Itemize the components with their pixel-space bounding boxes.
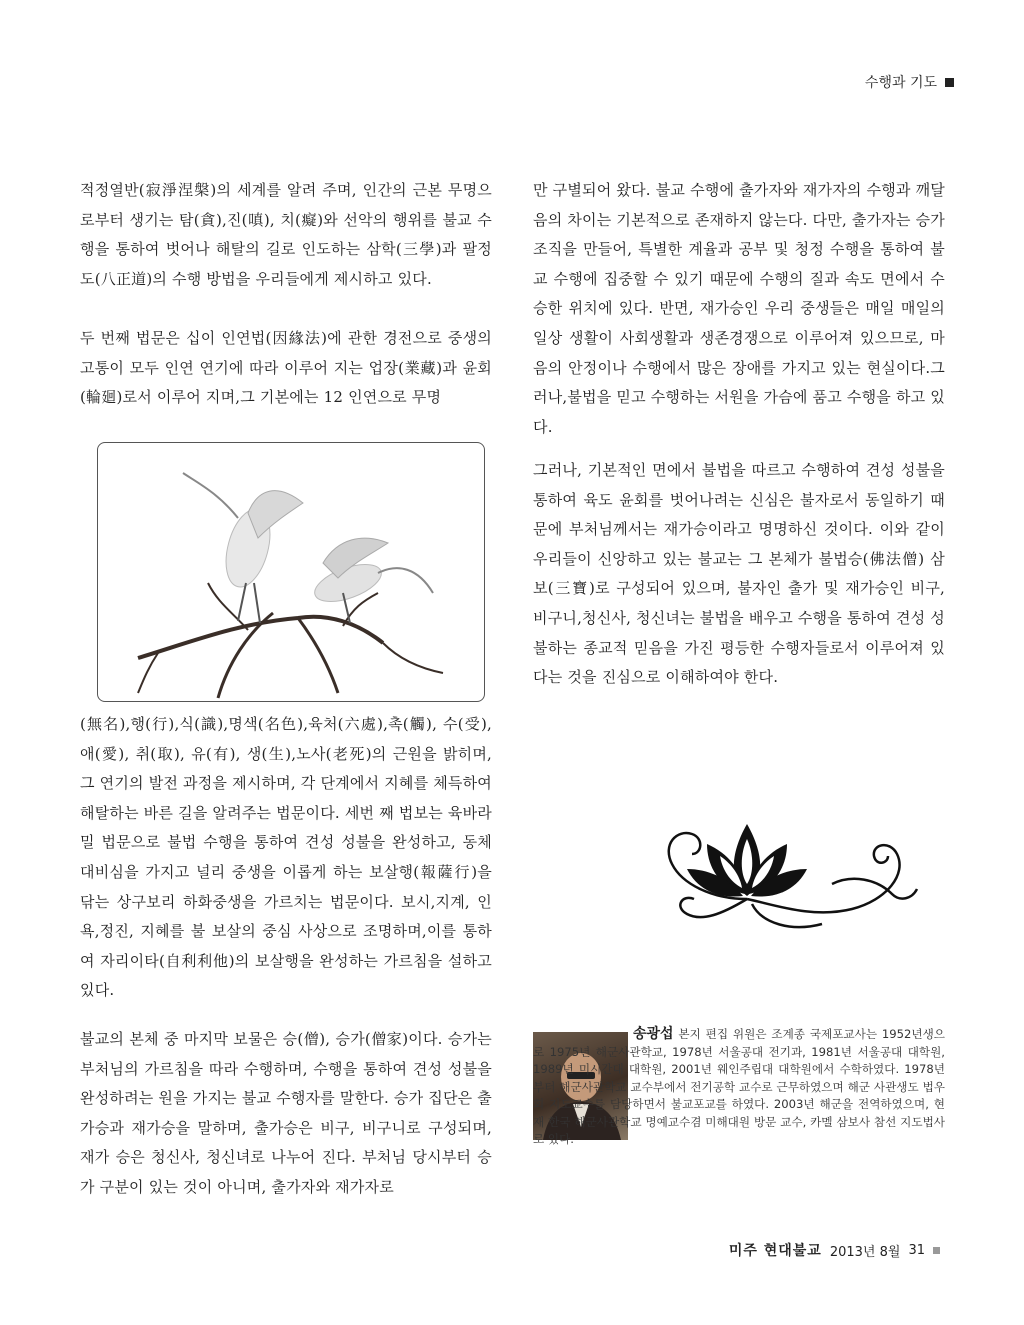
- article-column-left-middle: [80, 710, 492, 1006]
- egrets-drawing: [98, 443, 484, 701]
- page-footer: [729, 1240, 940, 1260]
- square-bullet-icon: [933, 1247, 940, 1254]
- article-column-right-top: [533, 176, 945, 442]
- square-bullet-icon: [945, 78, 954, 87]
- page-number: 31: [908, 1242, 925, 1258]
- article-column-right-middle: [533, 456, 945, 693]
- article-paragraph: 불교의 본체 중 마지막 보물은 승(僧), 승가(僧家)이다. 승가는 부처님의 가르침을 따라 수행하며, 수행을 통하여 견성 성불을 완성하려는 원을 가지는 불교 수행자를 말한다. 승가 집단은 출가승과 재가승을 말하며, 출가승은 비구, 비구니로 구성되며, 재가 승은 청신사, 청신녀로 나누어 진다. 부처님 당시부터 승가 구분이 있는 것이 아니며, 출가자와 재가자로: [80, 1030, 492, 1196]
- article-paragraph: 그러나, 기본적인 면에서 불법을 따르고 수행하여 견성 성불을 통하여 육도 윤회를 벗어나려는 신심은 불자로서 동일하기 때문에 부처님께서는 재가승이라고 명명하신 것이다. 이와 같이 우리들이 신앙하고 있는 불교는 그 본체가 불법승(佛法僧) 삼보(三寶)로 구성되어 있으며, 불자인 출가 및 재가승인 비구, 비구니,청신사, 청신녀는 불법을 배우고 수행을 통하여 견성 성불하는 종교적 믿음을 가진 평등한 수행자들로서 이루어져 있다는 것을 진심으로 이해하여야 한다.: [533, 461, 945, 687]
- article-paragraph: (無名),행(行),식(識),명색(名色),육처(六處),촉(觸), 수(受), 애(愛), 취(取), 유(有), 생(生),노사(老死)의 근원을 밝히며, 그 연기의 발전 과정을 제시하며, 각 단계에서 지혜를 체득하여 해탈하는 바른 길을 알려주는 법문이다. 세번 째 법보는 육바라밀 법문으로 불법 수행을 통하여 견성 성불을 완성하고, 동체 대비심을 가지고 널리 중생을 이롭게 하는 보살행(報薩行)을 닦는 상구보리 하화중생을 가르치는 법문이다. 보시,지계, 인욕,정진, 지혜를 불 보살의 중심 사상으로 조명하며,이를 통하여 자리이타(自利利他)의 보살행을 완성하는 가르침을 설하고 있다.: [80, 715, 492, 1000]
- article-column-left-bottom: [80, 1025, 492, 1203]
- lotus-ornament-icon: [652, 804, 922, 934]
- article-paragraph: 두 번째 법문은 십이 인연법(因緣法)에 관한 경전으로 중생의 고통이 모두 인연 연기에 따라 이루어 지는 업장(業藏)과 윤회(輪廻)로서 이루어 지며,그 기본에는 12 인연으로 무명: [80, 328, 492, 407]
- section-title: 수행과 기도: [864, 75, 937, 91]
- magazine-title: 미주 현대불교: [728, 1243, 822, 1259]
- issue-date: 2013년 8월: [829, 1244, 901, 1260]
- article-paragraph: 적정열반(寂淨涅槃)의 세계를 알려 주며, 인간의 근본 무명으로부터 생기는 탐(貪),진(嗔), 치(癡)와 선악의 행위를 불교 수행을 통하여 벗어나 해탈의 길로 인도하는 삼학(三學)과 팔정도(八正道)의 수행 방법을 우리들에게 제시하고 있다.: [80, 181, 492, 288]
- author-bio-text: 본지 편집 위원은 조계종 국제포교사는 1952년생으로 1975년 해군사관학교, 1978년 서울공대 전기과, 1981년 서울공대 대학원, 1989년 미시간대 대학원, 2001년 웨인주립대 대학원에서 수학하였다. 1978년부터 해군사관학교 교수부에서 전기공학 교수로 근무하였으며 해군 사관생도 법우회 지도교수를 담당하면서 불교포교를 하였다. 2003년 해군을 전역하였으며, 현재 한국 해군사관학교 명예교수겸 미해대원 방문 교수, 카멜 삼보사 참선 지도법사로 있다.: [533, 1027, 945, 1146]
- article-column-left-top: [80, 176, 492, 413]
- article-paragraph: 만 구별되어 왔다. 불교 수행에 출가자와 재가자의 수행과 깨달음의 차이는 기본적으로 존재하지 않는다. 다만, 출가자는 승가 조직을 만들어, 특별한 계율과 공부 및 청정 수행을 통하여 불교 수행에 집중할 수 있기 때문에 수행의 질과 속도 면에서 수승한 위치에 있다. 반면, 재가승인 우리 중생들은 매일 매일의 일상 생활이 사회생활과 생존경쟁으로 이루어져 있으므로, 마음의 안정이나 수행에서 많은 장애를 가지고 있는 현실이다.그러나,불법을 믿고 수행하는 서원을 가슴에 품고 수행을 하고 있다.: [533, 181, 945, 436]
- page-header: [865, 72, 954, 92]
- egrets-illustration: [97, 442, 485, 702]
- author-bio: [533, 1026, 945, 1149]
- author-name: 송광섭: [633, 1026, 674, 1042]
